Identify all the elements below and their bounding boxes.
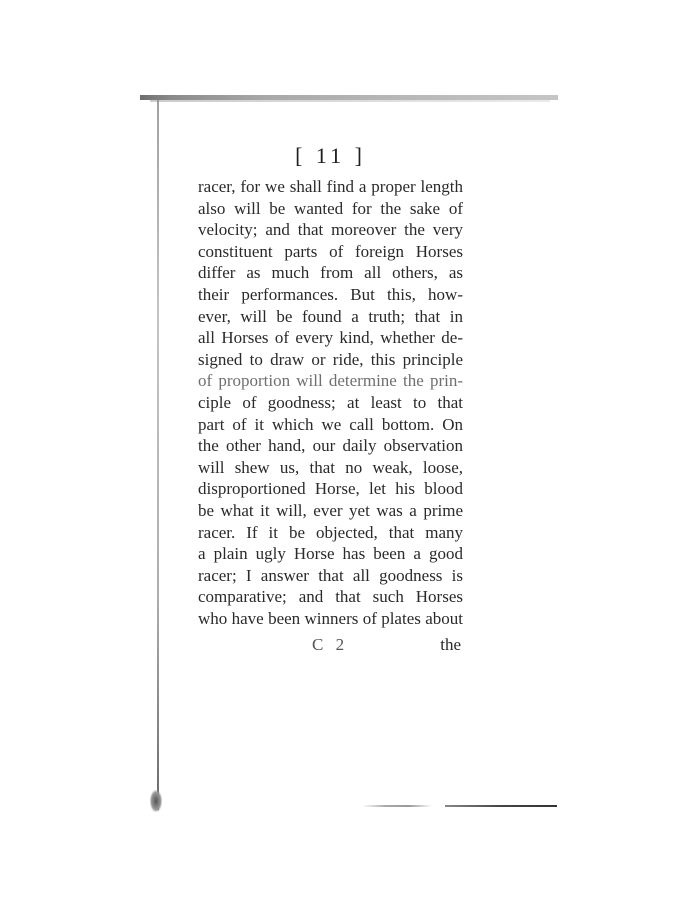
page-number-header: [ 11 ] bbox=[295, 143, 366, 168]
text-line: ever, will be found a truth; that in bbox=[198, 306, 463, 326]
text-line: who have been winners of plates about bbox=[198, 608, 463, 628]
text-line: be what it will, ever yet was a prime bbox=[198, 500, 463, 520]
page-footer bbox=[198, 635, 463, 659]
text-line: signed to draw or ride, this principle bbox=[198, 349, 463, 369]
text-line: the other hand, our daily observation bbox=[198, 436, 463, 456]
signature-mark: C 2 bbox=[312, 635, 349, 654]
text-line: ciple of goodness; at least to that bbox=[198, 392, 463, 412]
page-bottom-mark-left bbox=[362, 805, 432, 807]
text-line: of proportion will determine the prin- bbox=[198, 371, 463, 391]
text-line: constituent parts of foreign Horses bbox=[198, 241, 463, 261]
text-line: comparative; and that such Horses bbox=[198, 587, 463, 607]
text-line: a plain ugly Horse has been a good bbox=[198, 544, 463, 564]
text-line: velocity; and that moreover the very bbox=[198, 220, 463, 240]
text-line: will shew us, that no weak, loose, bbox=[198, 457, 463, 477]
text-line: their performances. But this, how- bbox=[198, 284, 463, 304]
text-line: all Horses of every kind, whether de- bbox=[198, 328, 463, 348]
text-line: racer, for we shall find a proper length bbox=[198, 177, 463, 196]
text-line: part of it which we call bottom. On bbox=[198, 414, 463, 434]
page-top-edge-shadow bbox=[150, 100, 550, 102]
text-line: racer; I answer that all goodness is bbox=[198, 565, 463, 585]
text-line: also will be wanted for the sake of bbox=[198, 198, 463, 218]
text-line: differ as much from all others, as bbox=[198, 263, 463, 283]
text-line: disproportioned Horse, let his blood bbox=[198, 479, 463, 499]
page-body-text bbox=[198, 176, 463, 629]
page-bottom-mark-right bbox=[445, 805, 557, 807]
binding-gutter-foot bbox=[150, 790, 162, 812]
text-line: racer. If it be objected, that many bbox=[198, 522, 463, 542]
catchword: the bbox=[440, 635, 461, 654]
binding-gutter-line bbox=[157, 100, 159, 810]
